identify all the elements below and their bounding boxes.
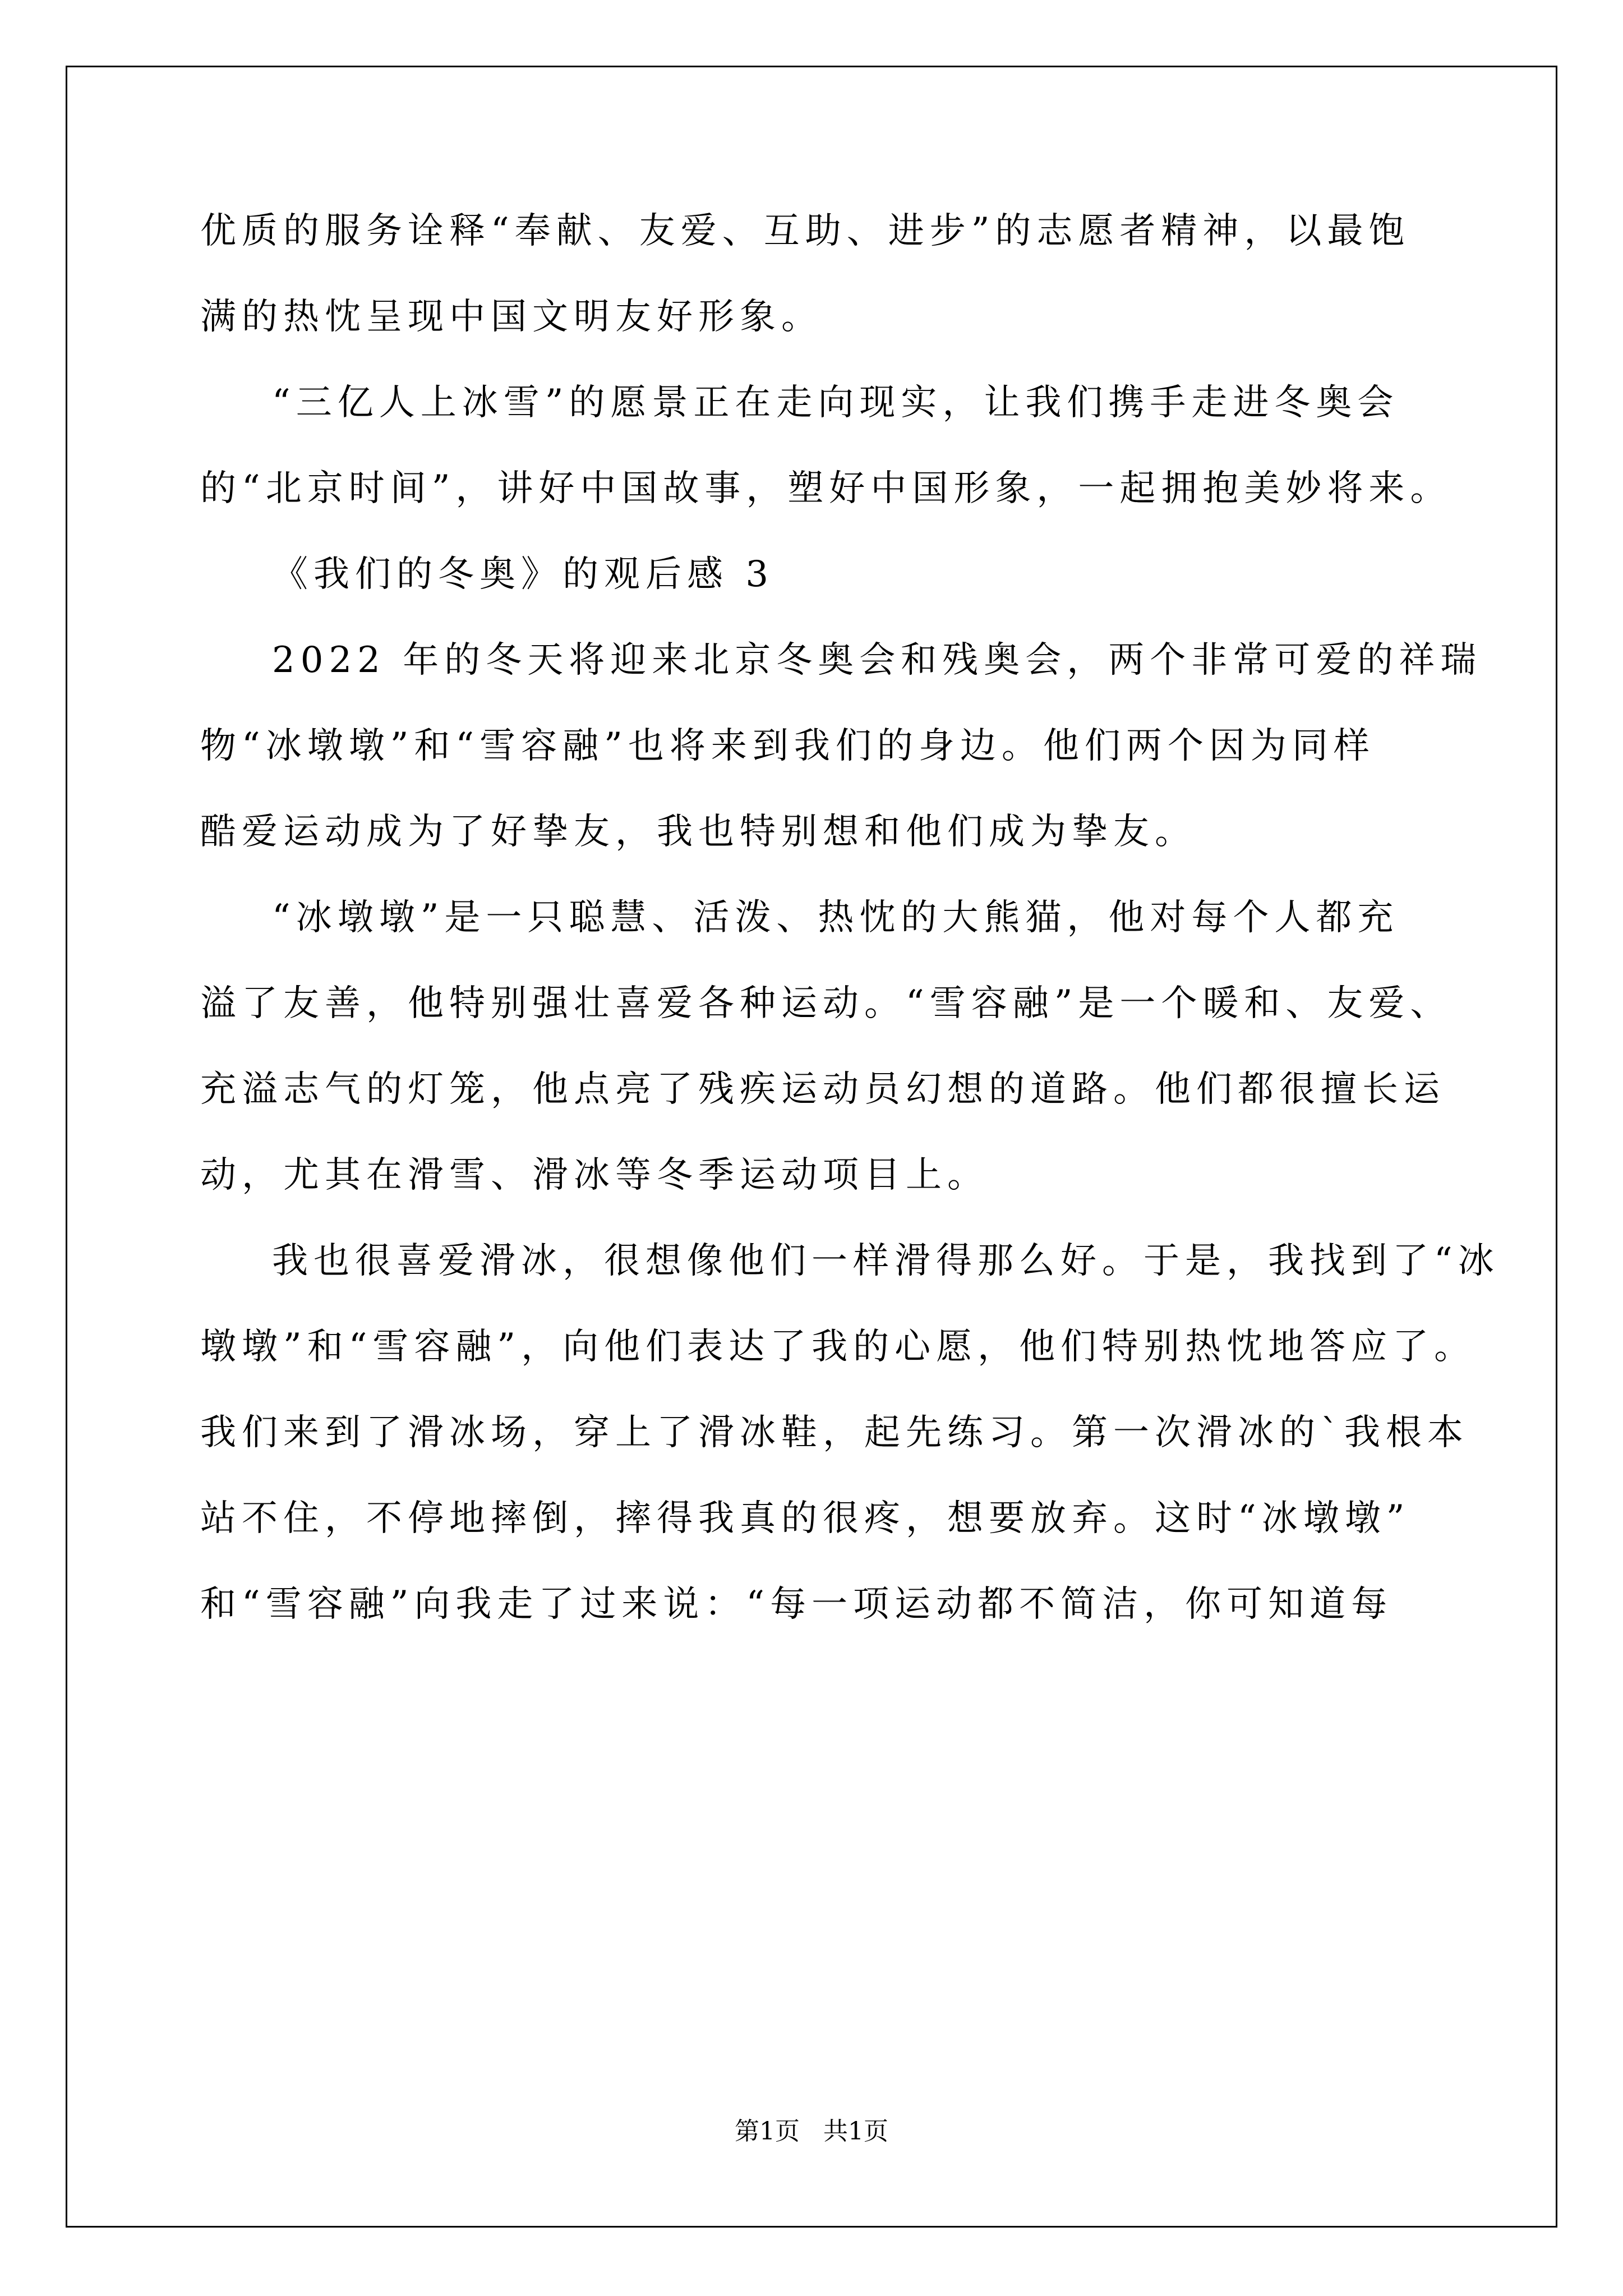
text-line: 溢了友善，他特别强壮喜爱各种运动。“雪容融”是一个暖和、友爱、 [200,983,1452,1024]
text-line: 动，尤其在滑雪、滑冰等冬季运动项目上。 [200,1154,989,1196]
text-line: “冰墩墩”是一只聪慧、活泼、热忱的大熊猫，他对每个人都充 [272,897,1399,938]
text-line: 充溢志气的灯笼，他点亮了残疾运动员幻想的道路。他们都很擅长运 [200,1069,1445,1110]
page-footer: 第1页 共1页 [735,2117,888,2146]
text-line: “三亿人上冰雪”的愿景正在走向现实，让我们携手走进冬奥会 [272,382,1399,424]
text-line: 酷爱运动成为了好挚友，我也特别想和他们成为挚友。 [200,811,1196,853]
text-line: 的“北京时间”，讲好中国故事，塑好中国形象，一起拥抱美妙将来。 [200,468,1452,509]
text-line: 墩墩”和“雪容融”，向他们表达了我的心愿，他们特别热忱地答应了。 [200,1326,1476,1368]
text-line: 我们来到了滑冰场，穿上了滑冰鞋，起先练习。第一次滑冰的`我根本 [200,1412,1469,1453]
text-line: 物“冰墩墩”和“雪容融”也将来到我们的身边。他们两个因为同样 [200,725,1375,767]
text-line: 优质的服务诠释“奉献、友爱、互助、进步”的志愿者精神，以最饱 [200,210,1410,252]
text-line: 满的热忱呈现中国文明友好形象。 [200,296,823,338]
section-heading: 《我们的冬奥》的观后感 3 [272,554,774,595]
text-line: 我也很喜爱滑冰，很想像他们一样滑得那么好。于是，我找到了“冰 [272,1240,1500,1282]
text-line: 站不住，不停地摔倒，摔得我真的很疼，想要放弃。这时“冰墩墩” [200,1498,1410,1539]
text-line: 和“雪容融”向我走了过来说：“每一项运动都不简洁，你可知道每 [200,1584,1393,1625]
text-line: 2022 年的冬天将迎来北京冬奥会和残奥会，两个非常可爱的祥瑞 [272,639,1482,681]
